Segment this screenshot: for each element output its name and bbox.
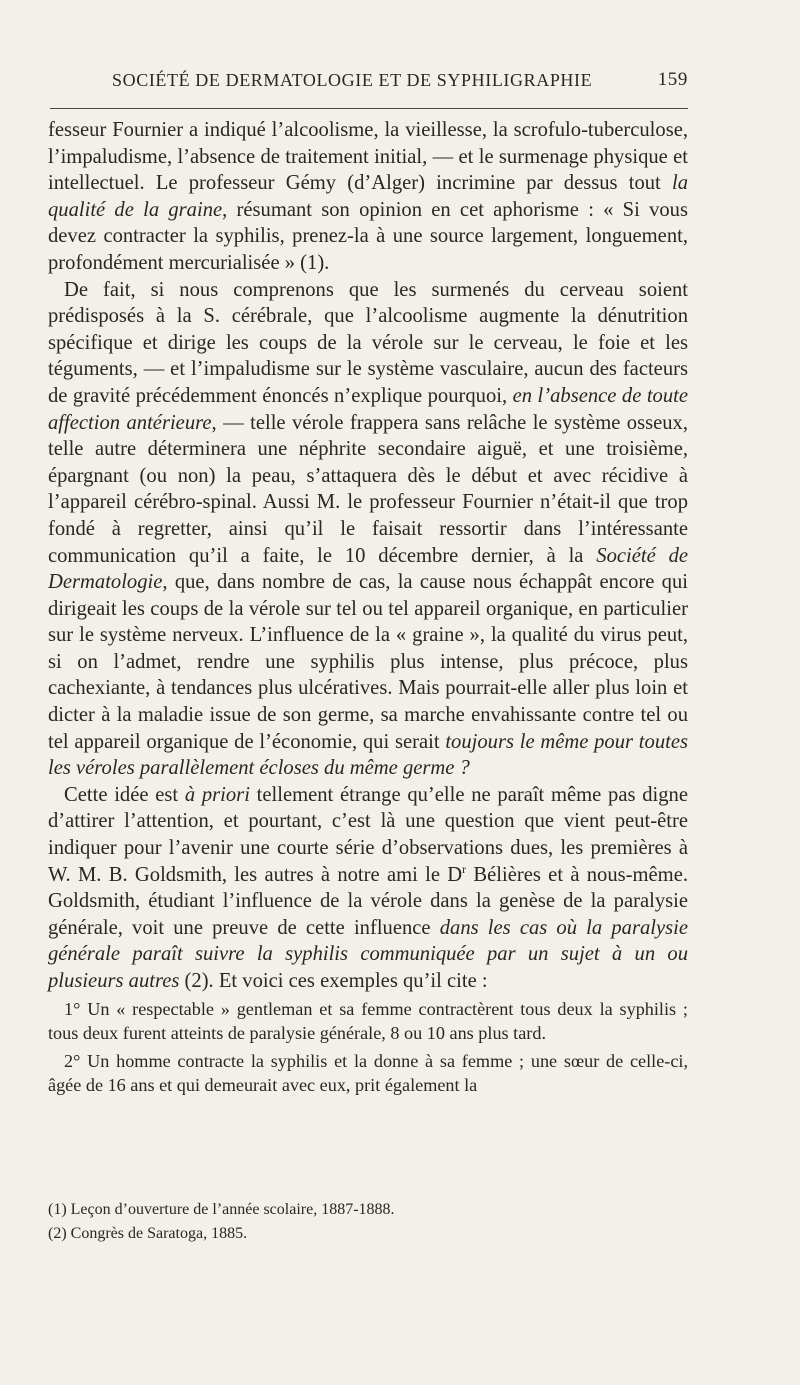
paragraph-3 (48, 782, 688, 995)
p1-italic-b: la qualité de la graine (48, 172, 688, 221)
p2-text-c: , — telle vérole frappera sans relâche le système osseux, telle autre déterminera une néphrite secondaire aiguë, et une troisième, épargnant (ou non) la peau, s’attaquera dès le début et avec récidive à l’appareil cérébro-spinal. Aussi M. le professeur Fournier n’était-il que trop fondé à regretter, ainsi qu’il le faisait ressortir dans l’intéressante communication qu’il a faite, le 10 décembre dernier, à la (48, 411, 688, 567)
p3-text-d: Bélières et à nous-même. Goldsmith, étudiant l’influence de la vérole dans la genèse de la paralysie générale, voit une preuve de cette influence (48, 863, 688, 939)
list-item: 1° Un « respectable » gentleman et sa femme contractèrent tous deux la syphilis ; tous deux furent atteints de paralysie générale, 8 ou 10 ans plus tard. (48, 998, 688, 1043)
p3-text-a: Cette idée est (64, 783, 185, 806)
p3-superscript: r (462, 861, 467, 876)
list-item: 2° Un homme contracte la syphilis et la donne à sa femme ; une sœur de celle-ci, âgée de 16 ans et qui demeurait avec eux, prit également la (48, 1050, 688, 1095)
p2-italic-d: Société de Dermatologie (48, 544, 689, 594)
p3-text-f: (2). Et voici ces exemples qu’il cite : (179, 970, 488, 992)
footnotes (48, 1198, 688, 1246)
p3-italic-e: dans les cas où la paralysie générale paraît suivre la syphilis communiquée par un sujet à un ou plusieurs autres (48, 916, 689, 992)
footnote-2: (2) Congrès de Saratoga, 1885. (48, 1225, 248, 1242)
main-text (48, 117, 688, 1097)
running-head-title: SOCIÉTÉ DE DERMATOLOGIE ET DE SYPHILIGRAPHIE (112, 70, 593, 90)
page-number: 159 (657, 69, 688, 90)
p2-text-e: , que, dans nombre de cas, la cause nous échappât encore qui dirigeait les coups de la vérole sur tel ou tel appareil organique, en particulier sur le système nerveux. L’influence de la « graine », la qualité du virus peut, si on l’admet, rendre une syphilis plus intense, plus précoce, plus cachexiante, à tendances plus ulcératives. Mais pourrait-elle aller plus loin et dicter à la maladie issue de son germe, sa marche envahissante contre tel ou tel appareil organique de l’économie, qui serait (48, 571, 688, 753)
p2-text-a: De fait, si nous comprenons que les surmenés du cerveau soient prédisposés à la S. cérébrale, que l’alcoolisme augmente la dénutrition spécifique et dirige les coups de la vérole sur le cerveau, le foie et les téguments, — et l’impaludisme sur le système vasculaire, aucun des facteurs de gravité précédemment énoncés n’explique pourquoi, (48, 278, 688, 407)
p2-italic-f: toujours le même pour toutes les véroles parallèlement écloses du même germe ? (48, 730, 688, 780)
p2-italic-b: en l’absence de toute affection antérieure (48, 384, 689, 434)
example-list (48, 997, 688, 1097)
p3-italic-b: à priori (184, 783, 250, 806)
paragraph-2 (48, 277, 688, 782)
p3-text-c: tellement étrange qu’elle ne paraît même pas digne d’attirer l’attention, et pourtant, c’est là une question que vient peut-être indiquer pour l’avenir une courte série d’observations dues, les premières à W. M. B. Goldsmith, les autres à notre ami le D (48, 783, 688, 886)
footnote-1: (1) Leçon d’ouverture de l’année scolaire, 1887-1888. (48, 1201, 395, 1218)
header-rule (50, 108, 688, 109)
paragraph-1 (48, 117, 688, 277)
p1-text-a: fesseur Fournier a indiqué l’alcoolisme, la vieillesse, la scrofulo-tuberculose, l’impaludisme, l’absence de traitement initial, — et le surmenage physique et intellectuel. Le professeur Gémy (d’Alger) incrimine par dessus tout (48, 119, 688, 195)
p1-text-c: , résumant son opinion en cet aphorisme : « Si vous devez contracter la syphilis, prenez-la à une source largement, longuement, profondément mercurialisée » (1). (48, 198, 688, 274)
